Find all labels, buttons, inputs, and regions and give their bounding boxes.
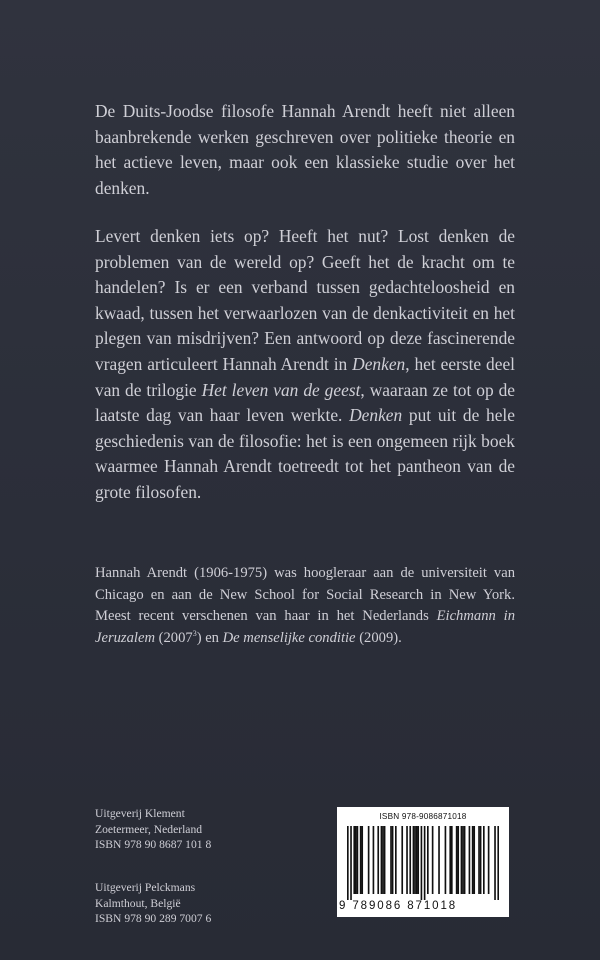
barcode-bar: [384, 826, 386, 894]
barcode-bar: [409, 826, 411, 894]
barcode-bar: [392, 826, 394, 894]
barcode-bar: [464, 826, 466, 894]
title-denken-2: Denken: [349, 405, 403, 426]
publisher-name: Uitgeverij Pelckmans: [95, 881, 196, 894]
barcode-digits: 9 789086 871018: [339, 900, 458, 912]
barcode-bar: [350, 826, 352, 900]
barcode-bar: [416, 826, 418, 894]
barcode-bar: [488, 826, 490, 894]
barcode-bar: [494, 826, 496, 900]
publisher-isbn: ISBN 978 90 289 7007 6: [95, 912, 212, 925]
description-text-4: put uit de hele geschiedenis van de filosofie: het is een ongemeen rijk boek waarmee Hannah Arendt toetreedt tot het pantheon van de grote filosofen.: [95, 405, 515, 502]
barcode-bar: [478, 826, 480, 894]
barcode-bar: [462, 826, 464, 894]
bio-title-conditie: De menselijke conditie: [222, 629, 356, 646]
barcode-bar: [360, 826, 362, 894]
barcode-bar: [432, 826, 434, 894]
barcode-bar: [472, 826, 474, 894]
title-denken: Denken: [352, 353, 406, 374]
barcode-bar: [361, 826, 363, 894]
barcode-bar: [456, 826, 458, 894]
barcode-bar: [347, 826, 349, 900]
barcode-bar: [461, 826, 463, 894]
barcode-bar: [438, 826, 440, 894]
barcode-icon: [347, 826, 499, 900]
description-text-2: , het eerste deel van de trilogie: [95, 353, 515, 400]
bio-text-3: ) en: [196, 629, 223, 646]
barcode-bar: [445, 826, 447, 894]
intro-paragraph: De Duits-Joodse filosofe Hannah Arendt heeft niet alleen baanbrekende werken geschreven over politieke theorie en het actieve leven, maar ook een klassieke studie over het denken.: [95, 101, 515, 198]
publisher-city: Zoetermeer, Nederland: [95, 822, 203, 836]
bio-text-4: (2009).: [355, 629, 402, 646]
barcode-bar: [382, 826, 384, 894]
barcode-bar: [449, 826, 451, 894]
barcode-label: [337, 807, 509, 917]
author-bio: [95, 563, 515, 649]
barcode-isbn-text: ISBN 978-9086871018: [379, 812, 467, 821]
barcode-bar: [483, 826, 485, 894]
title-trilogy: Het leven van de geest: [201, 379, 361, 400]
barcode-bar: [414, 826, 416, 894]
barcode-bar: [424, 826, 426, 900]
bio-text-1: Hannah Arendt (1906-1975) was hoogleraar aan de universiteit van Chicago en aan de New School for Social Research in New York. Meest recent verschenen van haar in het Nederlands: [95, 565, 515, 625]
barcode-bar: [355, 826, 357, 894]
barcode-bar: [413, 826, 415, 894]
barcode-bar: [357, 826, 359, 894]
publisher-name: Uitgeverij Klement: [95, 807, 185, 820]
publisher-city: Kalmthout, België: [95, 896, 181, 910]
barcode-bar: [457, 826, 459, 894]
barcode-bar: [427, 826, 429, 894]
barcode-bar: [353, 826, 355, 894]
barcode-bar: [497, 826, 499, 900]
barcode-bar: [390, 826, 392, 894]
edition-superscript: 3: [192, 628, 197, 638]
barcode-bar: [401, 826, 403, 894]
barcode-bar: [469, 826, 471, 894]
barcode-bar: [406, 826, 408, 894]
barcode-bar: [381, 826, 383, 894]
barcode-bar: [473, 826, 475, 894]
publisher-klement: [95, 806, 295, 853]
bio-title-eichmann: Eichmann in Jeruzalem: [95, 608, 515, 646]
description-text-1: Levert denken iets op? Heeft het nut? Lost denken de problemen van de wereld op? Geeft het de kracht om te handelen? Is er een verband tussen gedachteloosheid en kwaad, tussen het verwaarlozen van de denkactiviteit en het plegen van misdrijven? Een antwoord op deze fascinerende vragen articuleert Hannah Arendt in: [95, 226, 515, 374]
barcode-bar: [395, 826, 397, 894]
barcode-bar: [417, 826, 419, 894]
barcode-bar: [421, 826, 423, 900]
publisher-isbn: ISBN 978 90 8687 101 8: [95, 838, 212, 851]
publisher-pelckmans: [95, 880, 295, 927]
barcode-bar: [373, 826, 375, 894]
description-paragraph: [95, 224, 515, 506]
barcode-bar: [451, 826, 453, 894]
barcode-bar: [368, 826, 370, 894]
barcode-bar: [480, 826, 482, 894]
barcode-bar: [377, 826, 379, 894]
bio-text-2: (2007: [154, 629, 193, 646]
description-text-3: , waaraan ze tot op de laatste dag van haar leven werkte.: [95, 379, 516, 426]
